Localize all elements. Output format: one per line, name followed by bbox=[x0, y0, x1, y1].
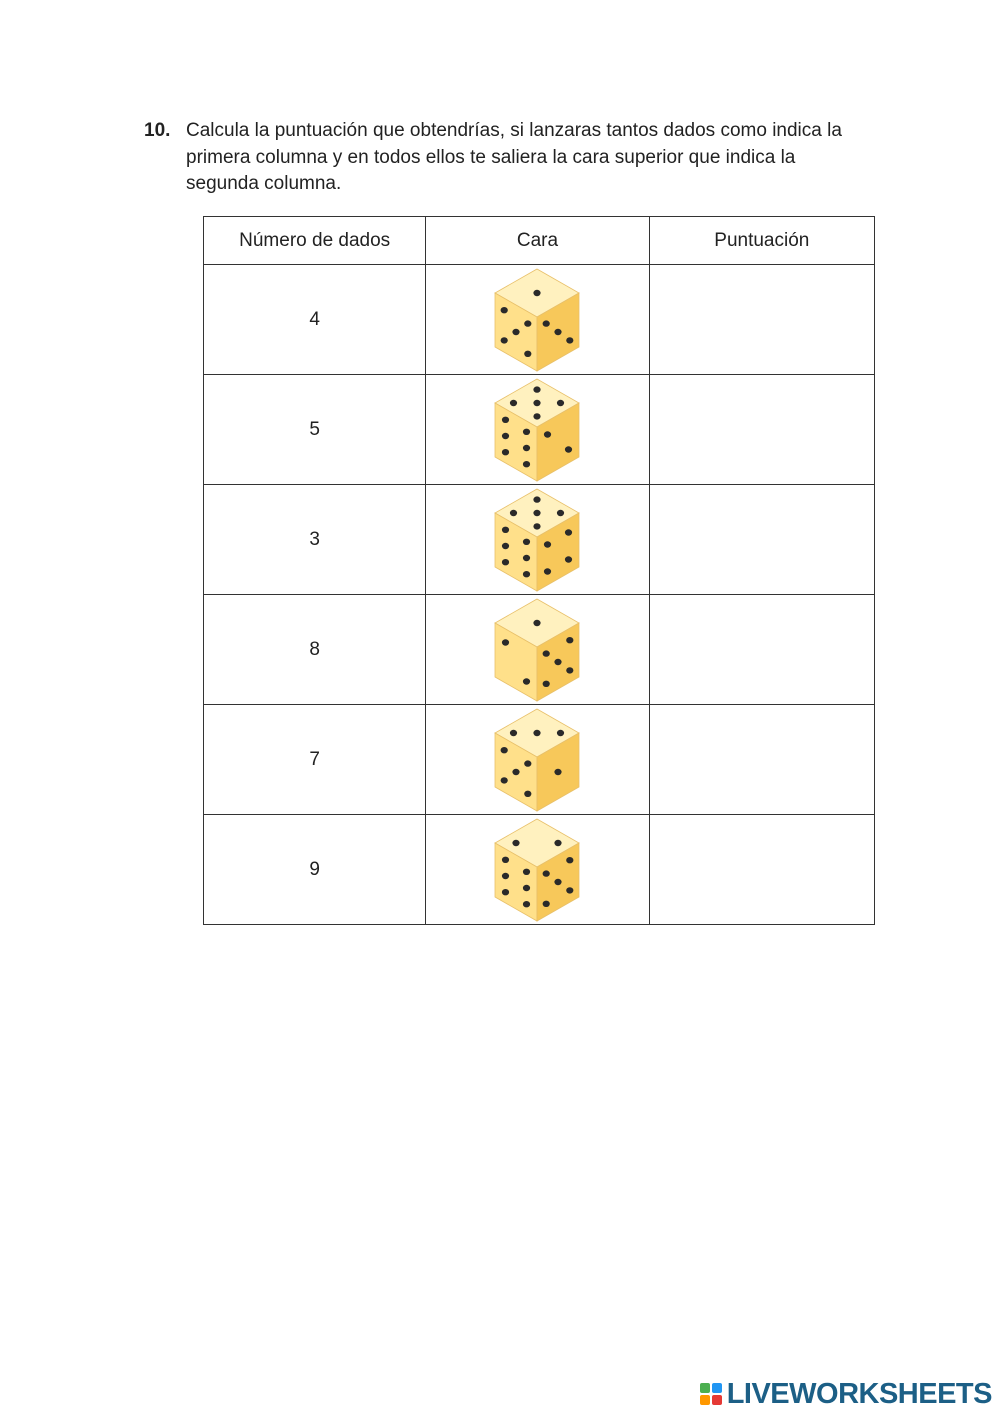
table-row bbox=[204, 705, 875, 815]
face-cell bbox=[426, 815, 649, 925]
die-pip bbox=[523, 571, 530, 577]
die-pip bbox=[555, 768, 562, 774]
dice-count: 4 bbox=[204, 265, 426, 375]
face-cell bbox=[426, 595, 649, 705]
die-pip bbox=[557, 399, 564, 405]
die-pip bbox=[534, 399, 541, 405]
header-number-of-dice: Número de dados bbox=[204, 217, 426, 265]
die-face-icon bbox=[492, 266, 582, 374]
die-pip bbox=[502, 639, 509, 645]
die-pip bbox=[525, 320, 532, 326]
die-pip bbox=[567, 337, 574, 343]
die-pip bbox=[510, 399, 517, 405]
die-pip bbox=[523, 444, 530, 450]
die-pip bbox=[523, 868, 530, 874]
die-pip bbox=[523, 884, 530, 890]
die-pip bbox=[513, 768, 520, 774]
die-pip bbox=[543, 650, 550, 656]
score-answer-cell[interactable] bbox=[649, 485, 874, 595]
die-pip bbox=[513, 328, 520, 334]
die-pip bbox=[513, 839, 520, 845]
die-pip bbox=[502, 856, 509, 862]
question-number: 10. bbox=[144, 120, 171, 141]
die-pip bbox=[523, 901, 530, 907]
die-pip bbox=[501, 747, 508, 753]
die-pip bbox=[565, 529, 572, 535]
table-row bbox=[204, 265, 875, 375]
die-pip bbox=[534, 523, 541, 529]
die-face-icon bbox=[492, 486, 582, 594]
die-pip bbox=[565, 556, 572, 562]
dice-count: 5 bbox=[204, 375, 426, 485]
die-pip bbox=[523, 538, 530, 544]
die-pip bbox=[502, 416, 509, 422]
die-pip bbox=[567, 887, 574, 893]
die-face-icon bbox=[492, 816, 582, 924]
die-pip bbox=[523, 678, 530, 684]
header-face: Cara bbox=[426, 217, 649, 265]
question-text: Calcula la puntuación que obtendrías, si lanzaras tantos dados como indica la primera columna y en todos ellos te saliera la cara superior que indica la segunda columna. bbox=[186, 120, 842, 194]
watermark-text: LIVEWORKSHEETS bbox=[726, 1377, 992, 1410]
die-pip bbox=[534, 619, 541, 625]
die-pip bbox=[555, 839, 562, 845]
liveworksheets-logo-icon bbox=[699, 1382, 723, 1406]
die-face-icon bbox=[492, 706, 582, 814]
die-pip bbox=[543, 870, 550, 876]
score-answer-cell[interactable] bbox=[649, 595, 874, 705]
die-pip bbox=[534, 413, 541, 419]
die-pip bbox=[543, 680, 550, 686]
table-row bbox=[204, 595, 875, 705]
die-pip bbox=[534, 386, 541, 392]
die-pip bbox=[523, 461, 530, 467]
die-pip bbox=[501, 337, 508, 343]
die-face-icon bbox=[492, 596, 582, 704]
die-pip bbox=[555, 878, 562, 884]
dice-count: 8 bbox=[204, 595, 426, 705]
table-row bbox=[204, 485, 875, 595]
die-pip bbox=[525, 350, 532, 356]
die-pip bbox=[565, 446, 572, 452]
die-pip bbox=[510, 729, 517, 735]
die-pip bbox=[544, 541, 551, 547]
die-pip bbox=[534, 289, 541, 295]
header-score: Puntuación bbox=[649, 217, 874, 265]
die-pip bbox=[544, 431, 551, 437]
dice-table bbox=[203, 216, 875, 925]
dice-count: 7 bbox=[204, 705, 426, 815]
die-pip bbox=[502, 559, 509, 565]
die-pip bbox=[523, 428, 530, 434]
table-row bbox=[204, 815, 875, 925]
die-pip bbox=[525, 760, 532, 766]
score-answer-cell[interactable] bbox=[649, 265, 874, 375]
die-pip bbox=[502, 526, 509, 532]
header-row bbox=[204, 217, 875, 265]
die-pip bbox=[502, 889, 509, 895]
die-pip bbox=[510, 509, 517, 515]
die-pip bbox=[502, 872, 509, 878]
face-cell bbox=[426, 705, 649, 815]
die-pip bbox=[502, 449, 509, 455]
die-face-icon bbox=[492, 376, 582, 484]
dice-count: 3 bbox=[204, 485, 426, 595]
die-pip bbox=[543, 900, 550, 906]
die-pip bbox=[555, 328, 562, 334]
score-answer-cell[interactable] bbox=[649, 705, 874, 815]
die-pip bbox=[502, 432, 509, 438]
die-pip bbox=[501, 307, 508, 313]
score-answer-cell[interactable] bbox=[649, 375, 874, 485]
die-pip bbox=[534, 509, 541, 515]
die-pip bbox=[534, 496, 541, 502]
dice-count: 9 bbox=[204, 815, 426, 925]
face-cell bbox=[426, 485, 649, 595]
score-answer-cell[interactable] bbox=[649, 815, 874, 925]
die-pip bbox=[557, 509, 564, 515]
face-cell bbox=[426, 375, 649, 485]
die-pip bbox=[502, 542, 509, 548]
die-pip bbox=[567, 667, 574, 673]
die-pip bbox=[544, 568, 551, 574]
question bbox=[144, 118, 864, 198]
die-pip bbox=[567, 637, 574, 643]
die-pip bbox=[543, 320, 550, 326]
die-pip bbox=[534, 729, 541, 735]
die-pip bbox=[525, 790, 532, 796]
die-pip bbox=[523, 554, 530, 560]
table-row bbox=[204, 375, 875, 485]
liveworksheets-watermark bbox=[699, 1377, 992, 1411]
die-pip bbox=[557, 729, 564, 735]
die-pip bbox=[567, 857, 574, 863]
die-pip bbox=[555, 658, 562, 664]
face-cell bbox=[426, 265, 649, 375]
die-pip bbox=[501, 777, 508, 783]
